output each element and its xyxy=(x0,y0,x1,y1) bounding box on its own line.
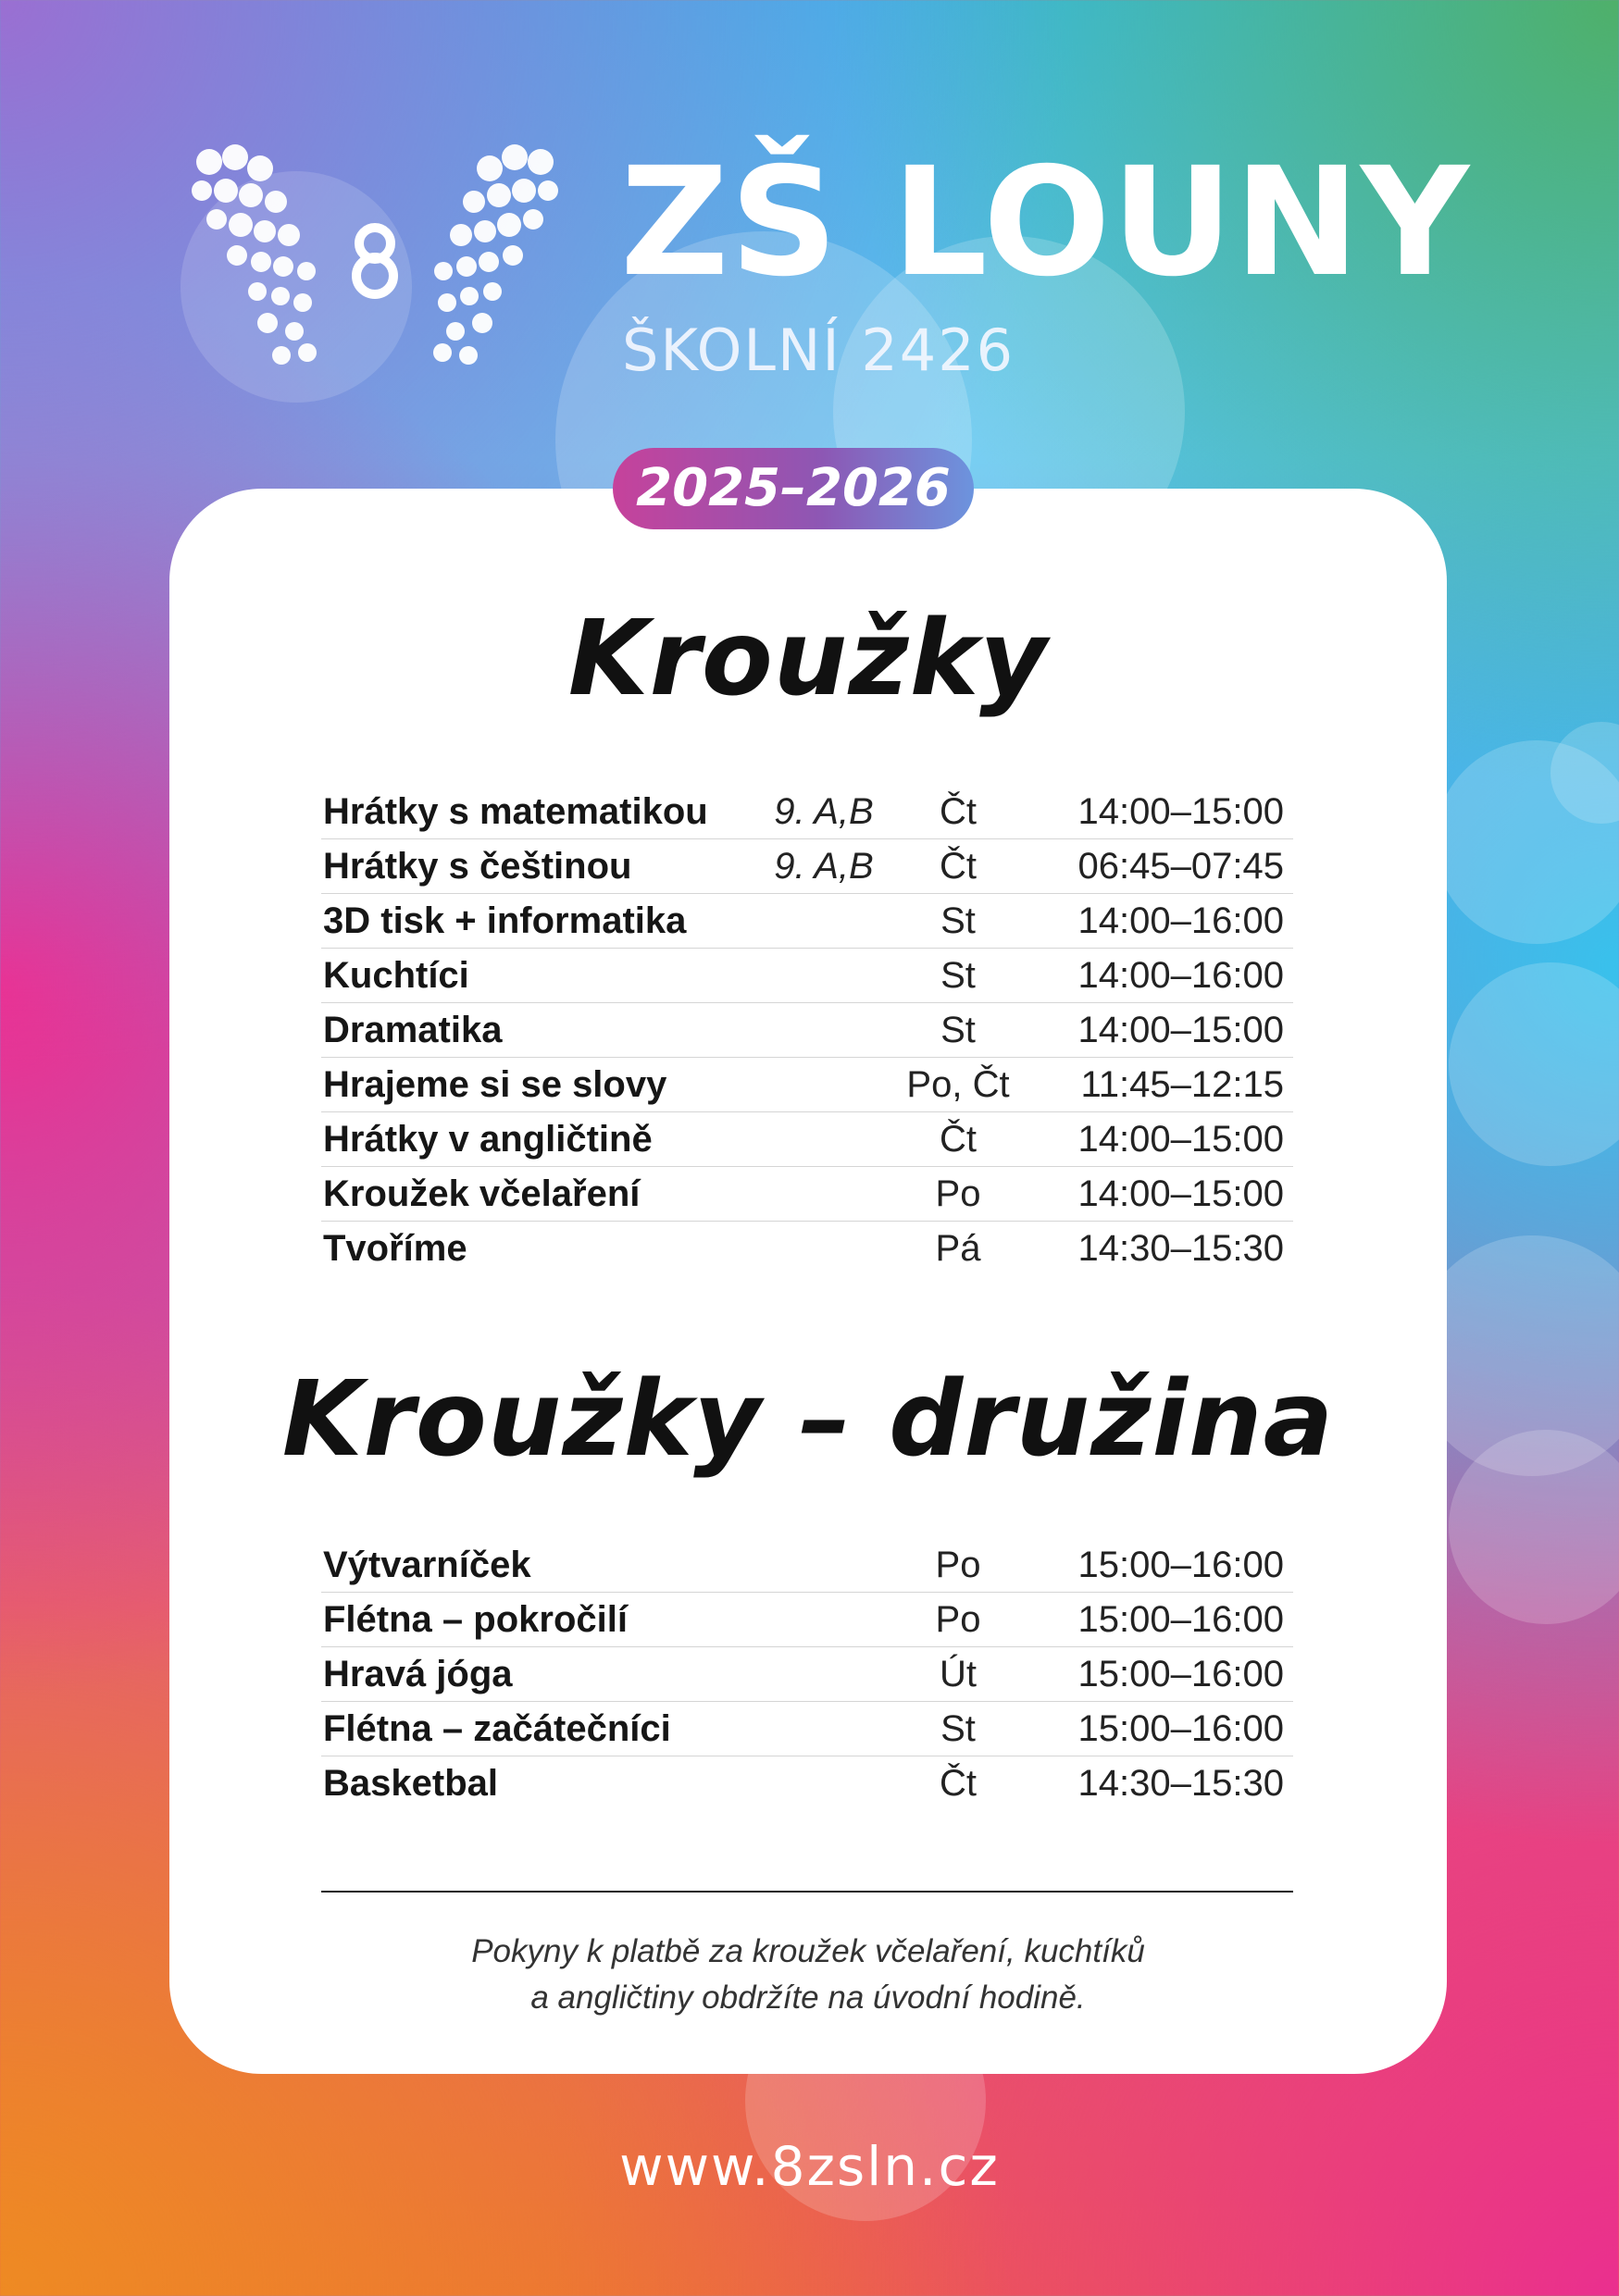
school-logo xyxy=(185,143,565,375)
activity-time: 14:00–15:00 xyxy=(1077,791,1284,832)
table-row xyxy=(321,1647,1293,1702)
activity-name: Hrajeme si se slovy xyxy=(323,1064,667,1105)
activity-time: 14:00–16:00 xyxy=(1077,900,1284,941)
activity-time: 15:00–16:00 xyxy=(1077,1545,1284,1585)
activity-name: Hravá jóga xyxy=(323,1654,513,1694)
table-row xyxy=(321,949,1293,1003)
activity-day: St xyxy=(940,1010,976,1050)
activity-class xyxy=(764,1003,884,1058)
table-row xyxy=(321,1593,1293,1647)
activity-day: Čt xyxy=(940,1763,977,1804)
activity-day: Čt xyxy=(940,846,977,887)
activity-day: Út xyxy=(940,1654,977,1694)
activity-time: 14:30–15:30 xyxy=(1077,1763,1284,1804)
table-row xyxy=(321,1222,1293,1276)
activity-time: 14:00–16:00 xyxy=(1077,955,1284,996)
table-row xyxy=(321,839,1293,894)
table-row xyxy=(321,1112,1293,1167)
krouzky-table xyxy=(321,785,1293,1276)
activity-class xyxy=(764,1756,884,1811)
activity-time: 14:30–15:30 xyxy=(1077,1228,1284,1269)
table-row xyxy=(321,1003,1293,1058)
activity-name: Hrátky s matematikou xyxy=(323,791,708,832)
activity-class xyxy=(764,1167,884,1222)
activity-name: Kuchtíci xyxy=(323,955,469,996)
content-card xyxy=(169,489,1447,2074)
activity-time: 15:00–16:00 xyxy=(1077,1708,1284,1749)
activity-day: St xyxy=(940,1708,976,1749)
activity-time: 14:00–15:00 xyxy=(1077,1119,1284,1160)
activity-day: Po xyxy=(935,1545,981,1585)
table-row xyxy=(321,1756,1293,1811)
activity-name: Hrátky s češtinou xyxy=(323,846,632,887)
payment-note xyxy=(280,1929,1336,2021)
activity-name: Hrátky v angličtině xyxy=(323,1119,653,1160)
activity-day: Po, Čt xyxy=(906,1064,1010,1105)
activity-day: Pá xyxy=(935,1228,981,1269)
activity-day: Po xyxy=(935,1173,981,1214)
activity-day: Čt xyxy=(940,1119,977,1160)
website-link[interactable]: www.8zsln.cz xyxy=(619,2135,1000,2198)
activity-class xyxy=(764,1538,884,1593)
table-row xyxy=(321,1702,1293,1756)
activity-class xyxy=(764,1222,884,1276)
activity-name: Basketbal xyxy=(323,1763,498,1804)
activity-day: Po xyxy=(935,1599,981,1640)
school-name: ZŠ LOUNY xyxy=(620,136,1471,310)
activity-class xyxy=(764,1593,884,1647)
activity-class xyxy=(764,1702,884,1756)
druzina-table xyxy=(321,1538,1293,1811)
activity-class xyxy=(764,1058,884,1112)
activity-name: 3D tisk + informatika xyxy=(323,900,687,941)
activity-time: 15:00–16:00 xyxy=(1077,1654,1284,1694)
table-row xyxy=(321,1058,1293,1112)
activity-time: 14:00–15:00 xyxy=(1077,1173,1284,1214)
activity-time: 15:00–16:00 xyxy=(1077,1599,1284,1640)
activity-time: 14:00–15:00 xyxy=(1077,1010,1284,1050)
activity-name: Výtvarníček xyxy=(323,1545,531,1585)
content-divider xyxy=(321,1891,1293,1893)
activity-day: St xyxy=(940,955,976,996)
activity-day: St xyxy=(940,900,976,941)
activity-name: Tvoříme xyxy=(323,1228,467,1269)
activity-name: Flétna – začátečníci xyxy=(323,1708,671,1749)
table-row xyxy=(321,785,1293,839)
activity-class: 9. A,B xyxy=(774,791,874,832)
activity-day: Čt xyxy=(940,791,977,832)
school-address: ŠKOLNÍ 2426 xyxy=(622,316,1015,384)
activity-name: Flétna – pokročilí xyxy=(323,1599,628,1640)
butterfly-logo-icon xyxy=(185,143,565,375)
table-row xyxy=(321,894,1293,949)
section-title-druzina: Kroužky – družina xyxy=(281,1359,1335,1480)
activity-time: 06:45–07:45 xyxy=(1077,846,1284,887)
activity-class xyxy=(764,949,884,1003)
table-row xyxy=(321,1538,1293,1593)
activity-class: 9. A,B xyxy=(774,846,874,887)
bg-bubble xyxy=(1449,962,1619,1166)
activity-class xyxy=(764,894,884,949)
activity-name: Dramatika xyxy=(323,1010,503,1050)
payment-note-line-2: a angličtiny obdržíte na úvodní hodině. xyxy=(530,1980,1086,2016)
school-year-badge: 2025–2026 xyxy=(613,448,974,529)
activity-name: Kroužek včelaření xyxy=(323,1173,641,1214)
activity-time: 11:45–12:15 xyxy=(1080,1064,1284,1105)
table-row xyxy=(321,1167,1293,1222)
activity-class xyxy=(764,1112,884,1167)
payment-note-line-1: Pokyny k platbě za kroužek včelaření, kuchtíků xyxy=(471,1933,1145,1969)
activity-class xyxy=(764,1647,884,1702)
section-title-krouzky: Kroužky xyxy=(567,599,1049,719)
